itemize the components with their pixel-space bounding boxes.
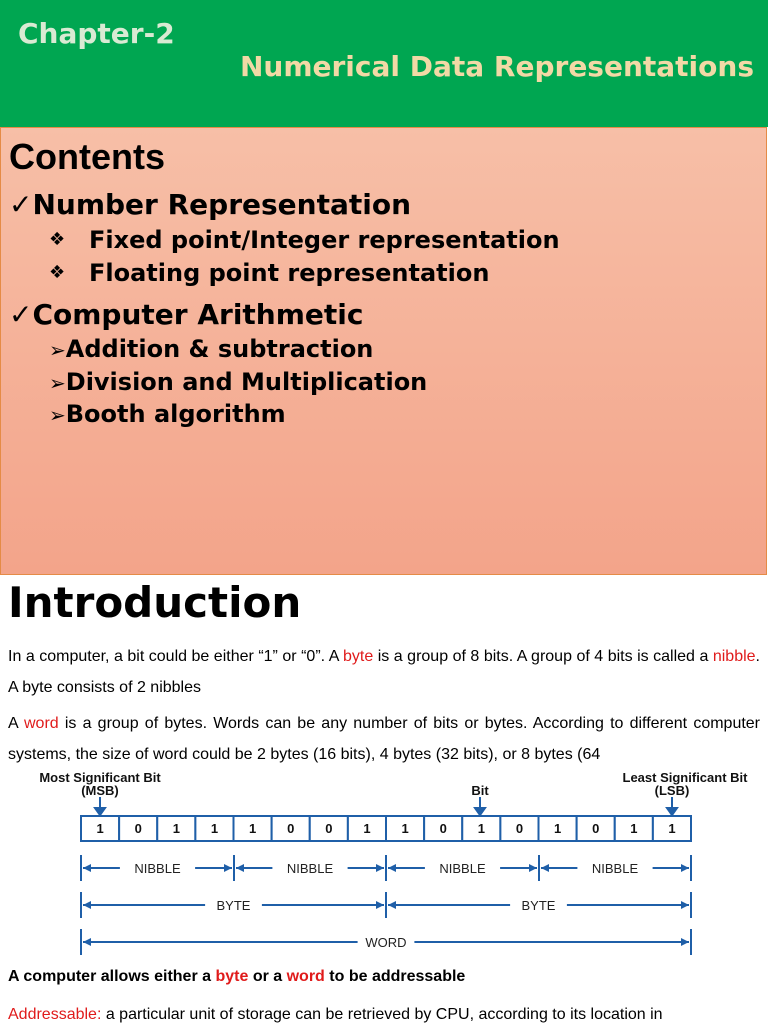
slide-title: Numerical Data Representations [239, 50, 754, 83]
bit-value: 0 [134, 821, 142, 836]
term-word: word [286, 968, 325, 985]
text: A [8, 715, 24, 732]
bit-value: 1 [630, 821, 638, 836]
introduction-heading: Introduction [8, 578, 302, 627]
list-item [49, 335, 373, 363]
addressable-definition [8, 999, 760, 1030]
section-label: Number Representation [32, 188, 412, 221]
list-item-label: Floating point representation [89, 259, 490, 287]
list-item-label: Division and Multiplication [65, 368, 428, 396]
text: In a computer, a bit could be either “1” or “0”. A [8, 648, 343, 665]
bit-value: 1 [248, 821, 257, 836]
bit-value: 1 [668, 821, 676, 836]
text: is a group of 8 bits. A group of 4 bits is called a [373, 648, 713, 665]
chapter-label: Chapter-2 [18, 17, 175, 50]
bit-value: 1 [210, 821, 219, 836]
svg-text:NIBBLE: NIBBLE [286, 861, 334, 876]
section-number-representation [9, 188, 411, 221]
term-byte: byte [215, 968, 249, 985]
list-item [49, 226, 560, 254]
list-item [49, 400, 286, 428]
bit-value: 1 [477, 821, 485, 836]
arrow-bullet-icon: ➢ [49, 371, 66, 395]
arrow-bullet-icon: ➢ [49, 403, 66, 427]
contents-panel [0, 127, 767, 575]
bit-value: 0 [515, 821, 524, 836]
bit-cells [81, 816, 691, 841]
term-word: word [23, 715, 59, 732]
svg-text:BYTE: BYTE [521, 898, 556, 913]
list-item [49, 259, 489, 287]
bit-value: 1 [401, 821, 409, 836]
msb-label: Most Significant Bit [39, 770, 161, 785]
svg-text:BYTE: BYTE [216, 898, 251, 913]
bit-value: 1 [172, 821, 180, 836]
lsb-abbr: (LSB) [654, 783, 690, 798]
section-label: Computer Arithmetic [32, 298, 364, 331]
list-item-label: Addition & subtraction [65, 335, 374, 363]
term-byte: byte [342, 648, 374, 665]
paragraph-word [8, 708, 760, 770]
slide-header [0, 0, 768, 127]
contents-heading: Contents [9, 136, 165, 177]
addressable-statement [8, 961, 760, 992]
lsb-label: Least Significant Bit [622, 770, 748, 785]
diamond-bullet-icon: ❖ [49, 262, 66, 283]
bit-value: 0 [439, 821, 447, 836]
svg-text:WORD: WORD [365, 935, 407, 950]
text: A computer allows either a [8, 968, 216, 985]
list-item [49, 368, 427, 396]
svg-text:NIBBLE: NIBBLE [439, 861, 486, 876]
text: . A byte consists of 2 nibbles [8, 648, 760, 696]
section-computer-arithmetic [9, 298, 363, 331]
paragraph-bits [8, 641, 760, 703]
list-item-label: Fixed point/Integer representation [89, 226, 560, 254]
bit-value: 1 [96, 821, 104, 836]
bit-value: 1 [553, 821, 562, 836]
text: a particular unit of storage can be retrieved by CPU, according to its location in [101, 1006, 663, 1023]
list-item-label: Booth algorithm [65, 400, 286, 428]
bit-value: 0 [287, 821, 295, 836]
diamond-bullet-icon: ❖ [49, 229, 66, 250]
bit-label: Bit [471, 783, 489, 798]
bit-value: 1 [363, 821, 371, 836]
term-addressable: Addressable: [8, 1006, 102, 1023]
text: is a group of bytes. Words can be any number of bits or bytes. According to different computer systems, the size of word could be 2 bytes (16 bits), 4 bytes (32 bits), or 8 bytes (64 [8, 715, 761, 763]
arrow-bullet-icon: ➢ [49, 338, 66, 362]
msb-abbr: (MSB) [81, 783, 119, 798]
bit-value: 0 [325, 821, 333, 836]
check-icon: ✓ [9, 298, 33, 331]
bit-byte-word-diagram [8, 768, 768, 960]
check-icon: ✓ [9, 188, 33, 221]
text: to be addressable [324, 968, 466, 985]
term-nibble: nibble [712, 648, 756, 665]
svg-text:NIBBLE: NIBBLE [591, 861, 639, 876]
bit-value: 0 [592, 821, 600, 836]
svg-text:NIBBLE: NIBBLE [134, 861, 181, 876]
text: or a [248, 968, 287, 985]
